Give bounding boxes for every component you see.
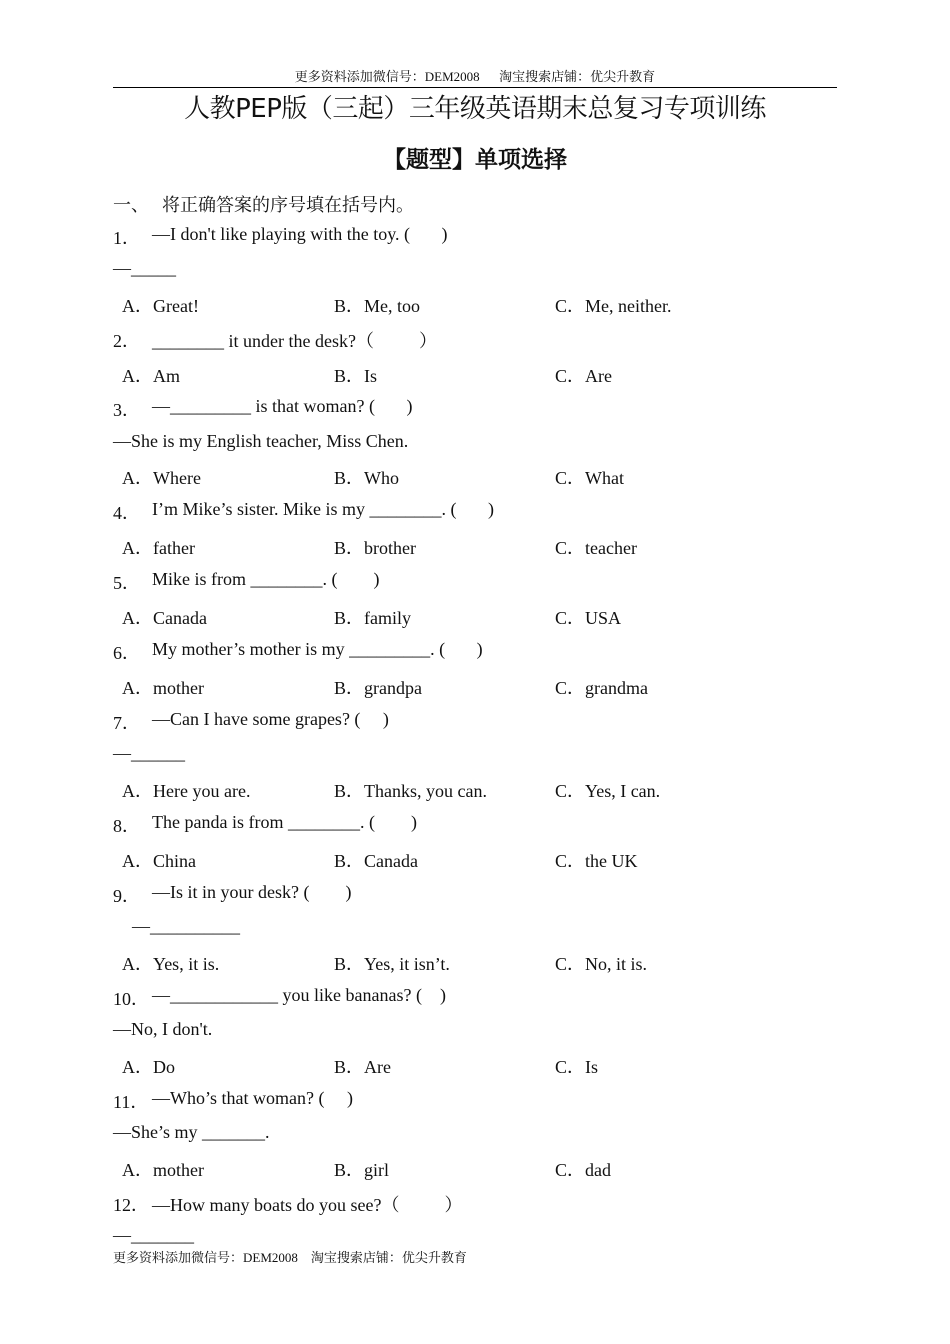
page-title: 人教PEP版（三起）三年级英语期末总复习专项训练 [184,94,766,124]
question-number: 3． [113,400,140,420]
option-a: A．father [122,538,195,558]
question-stem: My mother’s mother is my _________. ( ) [152,639,483,659]
option-c: C．USA [555,608,622,628]
option-a: A．China [122,851,196,871]
question-reply: —She’s my _______. [113,1122,270,1142]
option-a: A．Do [122,1057,175,1077]
question-number: 8． [113,816,140,836]
option-b: B．brother [334,538,416,558]
question-number: 9． [113,886,140,906]
option-a: A．mother [122,1160,204,1180]
question-reply: —_____ [113,258,176,278]
option-c: C．Yes, I can. [555,781,661,801]
option-b: B．Who [334,468,399,488]
question-number: 5． [113,573,140,593]
option-a: A．mother [122,678,204,698]
question-stem: ________ it under the desk?（ ） [152,331,437,351]
option-c: C．the UK [555,851,638,871]
question-reply: —She is my English teacher, Miss Chen. [113,431,409,451]
option-b: B．girl [334,1160,390,1180]
option-c: C．dad [555,1160,611,1180]
question-stem: —How many boats do you see?（ ） [152,1195,463,1215]
option-c: C．Are [555,366,612,386]
option-b: B．Canada [334,851,418,871]
question-number: 12． [113,1195,149,1215]
question-stem: —Can I have some grapes? ( ) [152,709,389,729]
question-number: 7． [113,713,140,733]
question-number: 1． [113,228,140,248]
question-number: 10． [113,989,149,1009]
question-type-heading: 【题型】单项选择 [383,147,567,173]
option-a: A．Where [122,468,201,488]
option-b: B．Yes, it isn’t. [334,954,450,974]
question-reply: —No, I don't. [113,1019,213,1039]
option-a: A．Here you are. [122,781,251,801]
page-header: 更多资料添加微信号：DEM2008 淘宝搜索店铺：优尖升教育 [294,69,656,84]
question-stem: The panda is from ________. ( ) [152,812,417,832]
question-stem: —Who’s that woman? ( ) [152,1088,353,1108]
option-c: C．Is [555,1057,599,1077]
section-label: 一、 [113,195,149,215]
option-b: B．grandpa [334,678,422,698]
option-a: A．Am [122,366,180,386]
option-c: C．No, it is. [555,954,648,974]
question-number: 11． [113,1092,149,1112]
question-stem: Mike is from ________. ( ) [152,569,380,589]
section-instruction: 将正确答案的序号填在括号内。 [162,195,414,215]
option-a: A．Canada [122,608,207,628]
option-b: B．Are [334,1057,391,1077]
option-c: C．teacher [555,538,637,558]
question-reply: —_______ [113,1225,194,1245]
option-a: A．Yes, it is. [122,954,220,974]
question-number: 2． [113,331,140,351]
option-b: B．Thanks, you can. [334,781,487,801]
option-c: C．grandma [555,678,648,698]
question-reply: —__________ [132,916,240,936]
question-stem: —_________ is that woman? ( ) [152,396,413,416]
question-number: 4． [113,503,140,523]
page-footer: 更多资料添加微信号：DEM2008 淘宝搜索店铺：优尖升教育 [113,1250,467,1265]
question-stem: —____________ you like bananas? ( ) [152,985,446,1005]
question-stem: —Is it in your desk? ( ) [152,882,352,902]
question-stem: —I don't like playing with the toy. ( ) [152,224,448,244]
option-c: C．Me, neither. [555,296,672,316]
option-a: A．Great! [122,296,199,316]
option-b: B．family [334,608,411,628]
question-stem: I’m Mike’s sister. Mike is my ________. ( ) [152,499,494,519]
option-b: B．Is [334,366,378,386]
option-b: B．Me, too [334,296,421,316]
option-c: C．What [555,468,624,488]
question-reply: —______ [113,743,185,763]
question-number: 6． [113,643,140,663]
